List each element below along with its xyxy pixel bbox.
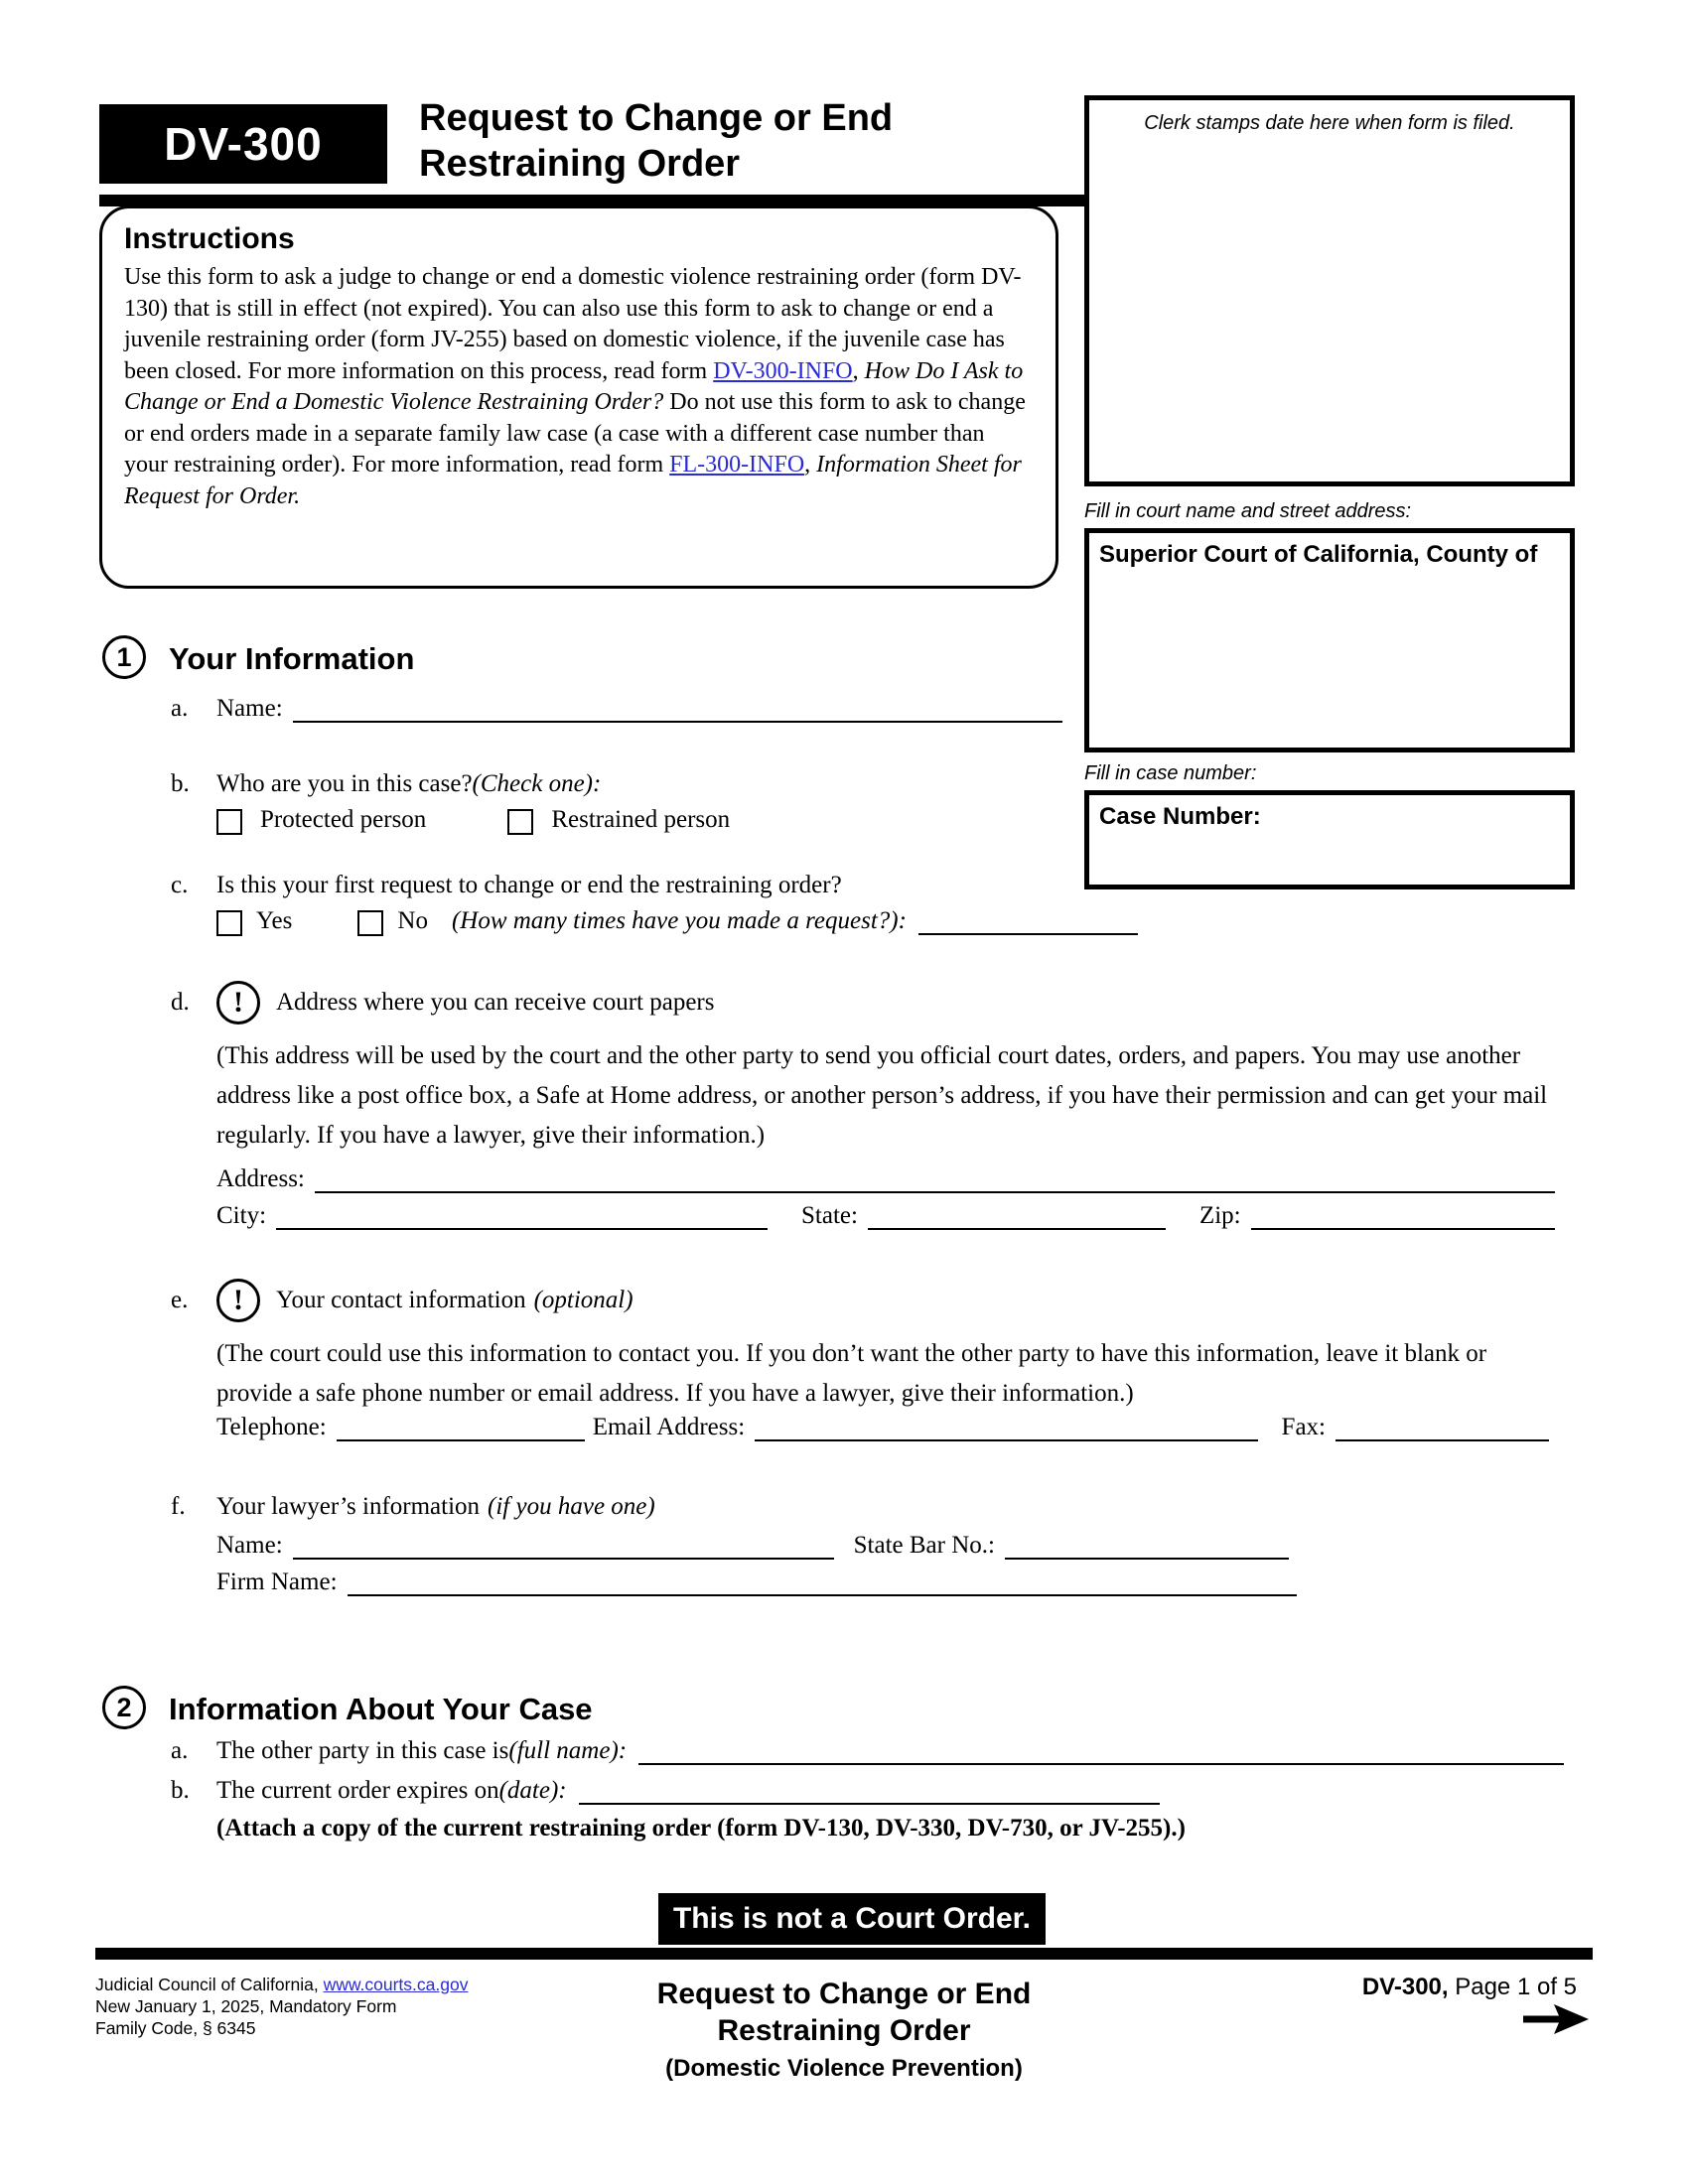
firm-name-label: Firm Name: xyxy=(216,1569,338,1595)
instructions-text: , xyxy=(852,357,865,384)
name-label: Name: xyxy=(216,695,283,722)
expire-date-input-line[interactable] xyxy=(579,1803,1160,1805)
first-request-question: Is this your first request to change or end the restraining order? xyxy=(216,872,842,898)
courts-ca-gov-link[interactable]: www.courts.ca.gov xyxy=(323,1975,469,1994)
address-label: Address: xyxy=(216,1165,305,1192)
fax-label: Fax: xyxy=(1281,1414,1326,1440)
section-2-digit: 2 xyxy=(116,1692,132,1722)
footer-form-subtitle: (Domestic Violence Prevention) xyxy=(665,2055,1023,2082)
not-court-order-banner xyxy=(658,1893,1046,1945)
other-party-text: The other party in this case is xyxy=(216,1737,509,1764)
fl-300-info-title: Information Sheet for Request for Order. xyxy=(124,452,1022,509)
clerk-stamp-note: Clerk stamps date here when form is filed. xyxy=(1144,112,1515,134)
telephone-label: Telephone: xyxy=(216,1414,327,1440)
item-b-label: b. xyxy=(171,770,190,797)
fl-300-info-link[interactable]: FL-300-INFO xyxy=(669,452,805,478)
instructions-text: , xyxy=(804,452,817,478)
footer-right xyxy=(1241,1974,1577,2001)
other-party-input-line[interactable] xyxy=(638,1763,1564,1765)
state-bar-input-line[interactable] xyxy=(1005,1558,1289,1560)
item-2a-label: a. xyxy=(171,1737,189,1764)
email-input-line[interactable] xyxy=(755,1439,1257,1441)
city-label: City: xyxy=(216,1202,267,1229)
contact-info-note: (The court could use this information to contact you. If you don’t want the other party to have this information, leave it blank or provide a safe phone number or email address. If you have a lawyer, give their information.) xyxy=(216,1340,1487,1407)
footer-divider xyxy=(95,1948,1593,1960)
email-label: Email Address: xyxy=(592,1414,746,1440)
lawyer-name-input-line[interactable] xyxy=(293,1558,834,1560)
city-input-line[interactable] xyxy=(276,1228,768,1230)
who-are-you-options xyxy=(216,806,730,834)
section-1-number xyxy=(102,635,146,679)
court-name-box[interactable] xyxy=(1084,528,1575,752)
instructions-text: Do not use this form to ask to change or end orders made in a separate family law case (a case with a different case number than your restraining order). For more information, read form xyxy=(124,389,1026,478)
footer-left-line2: New January 1, 2025, Mandatory Form xyxy=(95,1996,397,2016)
date-note: (date): xyxy=(498,1777,567,1804)
court-papers-address-title: Address where you can receive court papers xyxy=(276,989,715,1016)
clerk-stamp-box xyxy=(1084,95,1575,486)
request-count-input-line[interactable] xyxy=(918,933,1138,935)
phone-email-fax-row xyxy=(216,1414,1549,1441)
exclamation-glyph: ! xyxy=(233,1284,243,1316)
lawyer-name-row xyxy=(216,1532,1289,1560)
zip-label: Zip: xyxy=(1198,1202,1241,1229)
fax-input-line[interactable] xyxy=(1336,1439,1549,1441)
state-input-line[interactable] xyxy=(868,1228,1166,1230)
telephone-input-line[interactable] xyxy=(337,1439,585,1441)
address-row xyxy=(216,1165,1555,1193)
item-a-label: a. xyxy=(171,695,189,722)
item-f-label: f. xyxy=(171,1493,186,1520)
form-title-line2: Restraining Order xyxy=(419,143,741,185)
other-party-row xyxy=(171,1737,1564,1765)
case-number-caption: Fill in case number: xyxy=(1084,762,1257,784)
state-bar-label: State Bar No.: xyxy=(853,1532,995,1559)
important-icon xyxy=(216,1279,260,1322)
yes-label: Yes xyxy=(256,907,293,934)
footer-page-number: Page 1 of 5 xyxy=(1448,1974,1577,2000)
court-name-label: Superior Court of California, County of xyxy=(1099,541,1538,568)
who-are-you-row xyxy=(171,770,601,798)
footer-form-name-line2: Restraining Order xyxy=(717,2014,971,2047)
instructions-box xyxy=(99,205,1058,589)
contact-info-heading xyxy=(171,1279,633,1322)
name-input-line[interactable] xyxy=(293,721,1062,723)
footer-form-name-line1: Request to Change or End xyxy=(656,1978,1032,2010)
item-e-label: e. xyxy=(171,1287,189,1313)
court-papers-address-note: (This address will be used by the court and the other party to send you official court dates, orders, and papers. You may use another address like a post office box, a Safe at Home address, or another person’s address, if you have their permission and can get your mail regularly. If you have a lawyer, give their information.) xyxy=(216,1042,1548,1149)
judicial-council-text: Judicial Council of California, xyxy=(95,1975,324,1994)
item-c-label: c. xyxy=(171,872,189,898)
zip-input-line[interactable] xyxy=(1251,1228,1555,1230)
who-are-you-question: Who are you in this case? xyxy=(216,770,473,797)
name-row xyxy=(171,695,1062,723)
footer-left-line1 xyxy=(95,1974,552,1995)
protected-person-checkbox[interactable] xyxy=(216,809,242,835)
footer-left xyxy=(95,1974,552,2039)
how-many-times-note: (How many times have you made a request?): xyxy=(451,907,907,934)
optional-note: (optional) xyxy=(533,1287,633,1313)
full-name-note: (full name): xyxy=(508,1737,628,1764)
footer-center xyxy=(556,1976,1132,2083)
item-2b-label: b. xyxy=(171,1777,190,1804)
case-number-label: Case Number: xyxy=(1099,803,1261,830)
no-checkbox[interactable] xyxy=(357,910,383,936)
instructions-title: Instructions xyxy=(124,222,295,255)
instructions-body xyxy=(124,262,1034,512)
state-label: State: xyxy=(801,1202,858,1229)
important-icon xyxy=(216,981,260,1024)
restrained-person-checkbox[interactable] xyxy=(507,809,533,835)
first-request-options xyxy=(216,907,1138,935)
first-request-row xyxy=(171,872,842,899)
court-address-caption: Fill in court name and street address: xyxy=(1084,500,1412,522)
section-2-title: Information About Your Case xyxy=(169,1692,593,1726)
not-court-order-text: This is not a Court Order. xyxy=(672,1902,1032,1935)
form-title-line1: Request to Change or End xyxy=(419,97,894,139)
if-you-have-one-note: (if you have one) xyxy=(488,1493,655,1520)
order-expires-row xyxy=(171,1777,1160,1805)
protected-person-label: Protected person xyxy=(260,806,427,833)
order-expires-text: The current order expires on xyxy=(216,1777,499,1804)
form-title xyxy=(419,95,893,187)
case-number-box[interactable] xyxy=(1084,790,1575,889)
section-2-number xyxy=(102,1686,146,1729)
dv-300-info-link[interactable]: DV-300-INFO xyxy=(713,357,853,384)
yes-checkbox[interactable] xyxy=(216,910,242,936)
footer-left-line3: Family Code, § 6345 xyxy=(95,2018,256,2038)
firm-name-input-line[interactable] xyxy=(348,1594,1297,1596)
section-1-digit: 1 xyxy=(116,641,132,672)
no-label: No xyxy=(397,907,428,934)
section-1-title: Your Information xyxy=(169,641,415,676)
form-code: DV-300 xyxy=(164,118,323,170)
footer-form-code: DV-300, xyxy=(1361,1974,1449,2000)
lawyer-info-title: Your lawyer’s information xyxy=(216,1493,481,1520)
address-input-line[interactable] xyxy=(315,1191,1555,1193)
lawyer-name-label: Name: xyxy=(216,1532,283,1559)
exclamation-glyph: ! xyxy=(233,986,243,1019)
court-papers-address-heading xyxy=(171,981,714,1024)
check-one-note: (Check one): xyxy=(472,770,602,797)
next-page-arrow-icon xyxy=(1523,1999,1589,2039)
lawyer-info-heading xyxy=(171,1493,655,1521)
firm-name-row xyxy=(216,1569,1297,1596)
city-state-zip-row xyxy=(216,1202,1555,1230)
dv-300-info-title: How Do I Ask to Change or End a Domestic Violence Restraining Order? xyxy=(124,357,1024,415)
item-d-label: d. xyxy=(171,989,190,1016)
restrained-person-label: Restrained person xyxy=(551,806,731,833)
contact-info-title: Your contact information xyxy=(276,1287,526,1313)
form-code-badge xyxy=(99,104,387,184)
attach-copy-note: (Attach a copy of the current restraining order (form DV-130, DV-330, DV-730, or JV-255).) xyxy=(216,1815,1186,1842)
instructions-text: Use this form to ask a judge to change or end a domestic violence restraining order (form DV-130) that is still in effect (not expired). You can also use this form to ask to change or end a juvenile restraining order (form JV-255) based on domestic violence, if the juvenile case has been closed. For more information on this process, read form xyxy=(124,264,1022,384)
